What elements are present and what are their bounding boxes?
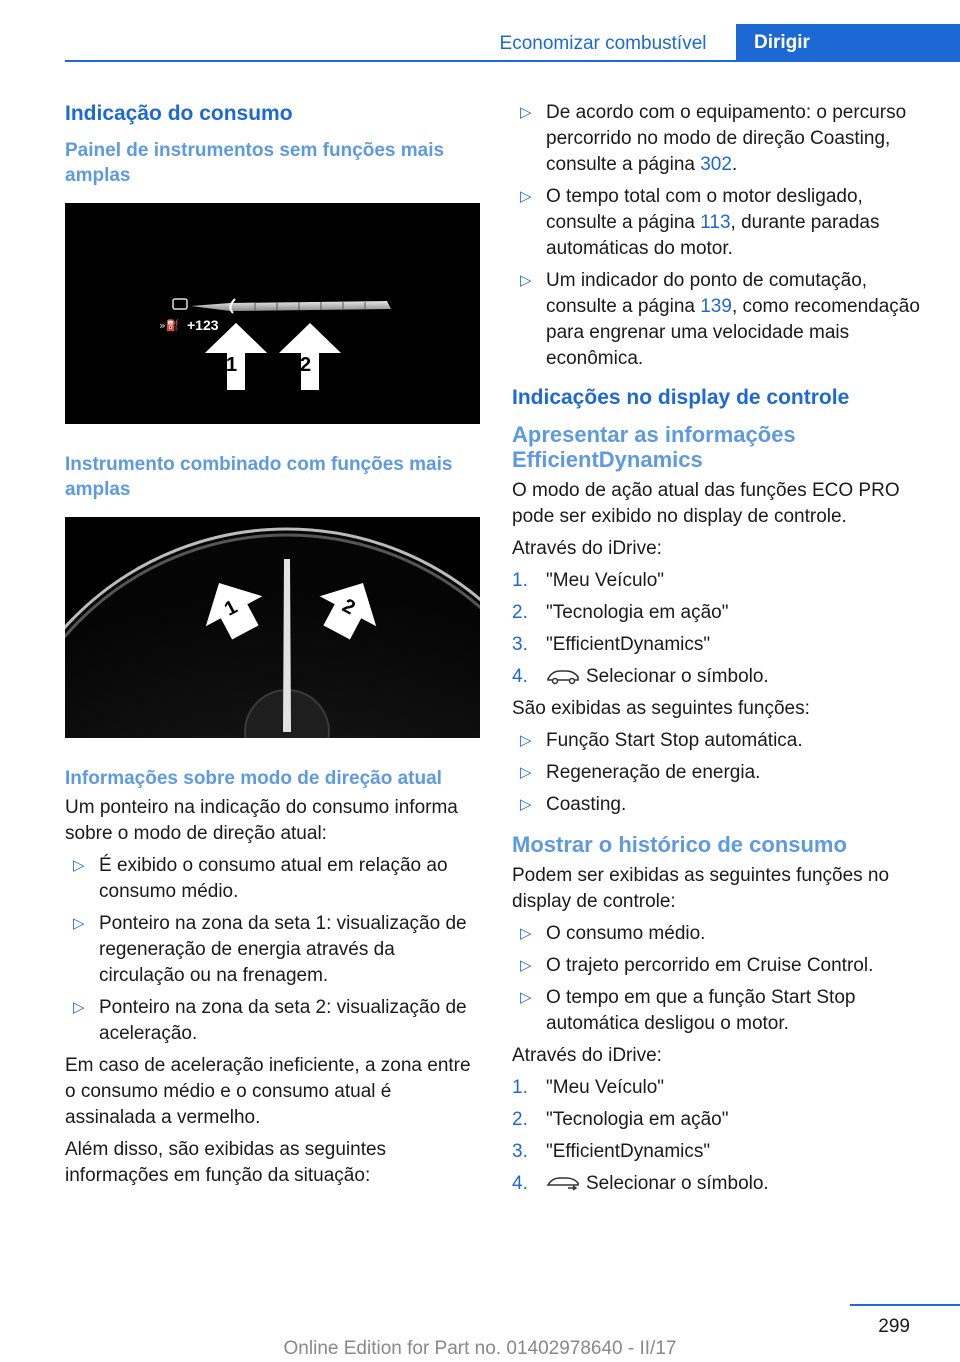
- triangle-bullet-icon: ▷: [520, 104, 532, 121]
- edition-text: Online Edition for Part no. 01402978640 - II/17: [283, 1338, 677, 1359]
- list-item: 4. Selecionar o símbolo.: [512, 666, 769, 687]
- gauge-arrow-1-label: 1: [220, 596, 241, 621]
- arrow-2-label: 2: [300, 354, 312, 376]
- triangle-bullet-icon: ▷: [73, 915, 85, 932]
- heading-drive-mode: Informações sobre modo de direção atual: [65, 768, 442, 789]
- list-item: ▷ O trajeto percorrido em Cruise Control.: [512, 953, 932, 979]
- heading-show-efficientdynamics: Apresentar as informações EfficientDynamics: [512, 422, 796, 472]
- list-item: ▷ O consumo médio.: [512, 921, 932, 947]
- steps-list-1: [512, 568, 932, 690]
- triangle-bullet-icon: ▷: [520, 188, 532, 205]
- additional-info-text: Além disso, são exibidas as seguintes informações em função da situação:: [65, 1139, 387, 1186]
- triangle-bullet-icon: ▷: [520, 272, 532, 289]
- drive-mode-list: [65, 853, 480, 1047]
- list-item: ▷ De acordo com o equipamento: o percurso percorrido no modo de direção Coasting, consulte a página 302.: [520, 102, 907, 175]
- list-item: ▷ Ponteiro na zona da seta 2: visualização de aceleração.: [73, 997, 467, 1044]
- history-list: [512, 921, 932, 1037]
- list-item: ▷ Ponteiro na zona da seta 1: visualização de regeneração de energia através da circulação ou na frenagem.: [73, 913, 467, 986]
- list-item: ▷ É exibido o consumo atual em relação ao consumo médio.: [73, 855, 448, 902]
- list-item: 3. "EfficientDynamics": [512, 1141, 711, 1162]
- figure-instrument-panel: [65, 203, 480, 424]
- car-history-icon: [546, 1174, 580, 1192]
- heading-combined: Instrumento combinado com funções mais amplas: [65, 454, 453, 500]
- left-column: [65, 100, 480, 1195]
- page-link-302[interactable]: 302: [700, 154, 732, 175]
- situation-info-list: [512, 100, 932, 372]
- triangle-bullet-icon: ▷: [520, 989, 532, 1006]
- triangle-bullet-icon: ▷: [520, 796, 532, 813]
- header-rule: [65, 60, 960, 62]
- list-item: 2. "Tecnologia em ação": [512, 1109, 729, 1130]
- list-item: 2. "Tecnologia em ação": [512, 602, 729, 623]
- triangle-bullet-icon: ▷: [520, 732, 532, 749]
- list-item: 1. "Meu Veículo": [512, 570, 665, 591]
- figure-combined-instrument: [65, 517, 480, 738]
- instrument-panel-illustration: [65, 203, 480, 424]
- list-item: 4. Selecionar o símbolo.: [512, 1173, 769, 1194]
- list-item: ▷ O tempo total com o motor desligado, consulte a página 113, durante paradas automáticas do motor.: [520, 186, 880, 259]
- show-text: O modo de ação atual das funções ECO PRO pode ser exibido no display de controle.: [512, 480, 900, 527]
- triangle-bullet-icon: ▷: [520, 764, 532, 781]
- heading-panel: Painel de instrumentos sem funções mais amplas: [65, 140, 445, 186]
- acceleration-text: Em caso de aceleração ineficiente, a zona entre o consumo médio e o consumo atual é assinalada a vermelho.: [65, 1055, 471, 1128]
- heading-control-display: Indicações no display de controle: [512, 386, 850, 409]
- list-item: ▷ O tempo em que a função Start Stop automática desligou o motor.: [520, 987, 856, 1034]
- triangle-bullet-icon: ▷: [520, 957, 532, 974]
- footer-rule: [850, 1304, 960, 1306]
- consumption-value: +123: [187, 317, 219, 333]
- right-column: [512, 100, 932, 1203]
- list-item: ▷ Um indicador do ponto de comutação, consulte a página 139, como recomendação para engrenar uma velocidade mais econômica.: [520, 270, 920, 369]
- triangle-bullet-icon: ▷: [73, 857, 85, 874]
- header-chapter-tab: Dirigir: [736, 24, 960, 62]
- triangle-bullet-icon: ▷: [73, 999, 85, 1016]
- gauge-needle: [283, 559, 291, 732]
- via-idrive-text-2: Através do iDrive:: [512, 1045, 662, 1066]
- triangle-bullet-icon: ▷: [520, 925, 532, 942]
- list-item: ▷ Regeneração de energia.: [512, 760, 932, 786]
- via-idrive-text: Através do iDrive:: [512, 538, 662, 559]
- list-item: 1. "Meu Veículo": [512, 1077, 665, 1098]
- drive-mode-intro: Um ponteiro na indicação do consumo informa sobre o modo de direção atual:: [65, 797, 458, 844]
- gauge-arrow-2-label: 2: [338, 594, 359, 620]
- combined-instrument-illustration: [65, 517, 480, 738]
- list-item: ▷ Função Start Stop automática.: [512, 728, 932, 754]
- page-link-113[interactable]: 113: [700, 212, 731, 233]
- section-title: Indicação do consumo: [65, 102, 293, 125]
- list-item: ▷ Coasting.: [512, 792, 932, 818]
- shown-functions-text: São exibidas as seguintes funções:: [512, 698, 810, 719]
- functions-list: [512, 728, 932, 818]
- page-number: 299: [878, 1316, 910, 1337]
- steps-list-2: [512, 1075, 932, 1197]
- header-section-title: Economizar combustível: [499, 33, 707, 54]
- car-efficiency-icon: [546, 667, 580, 685]
- fuel-icon: »⛽: [159, 319, 180, 332]
- page-link-139[interactable]: 139: [700, 296, 732, 317]
- arrow-1-label: 1: [226, 354, 238, 376]
- list-item: 3. "EfficientDynamics": [512, 634, 711, 655]
- history-text: Podem ser exibidas as seguintes funções no display de controle:: [512, 865, 890, 912]
- heading-consumption-history: Mostrar o histórico de consumo: [512, 832, 847, 857]
